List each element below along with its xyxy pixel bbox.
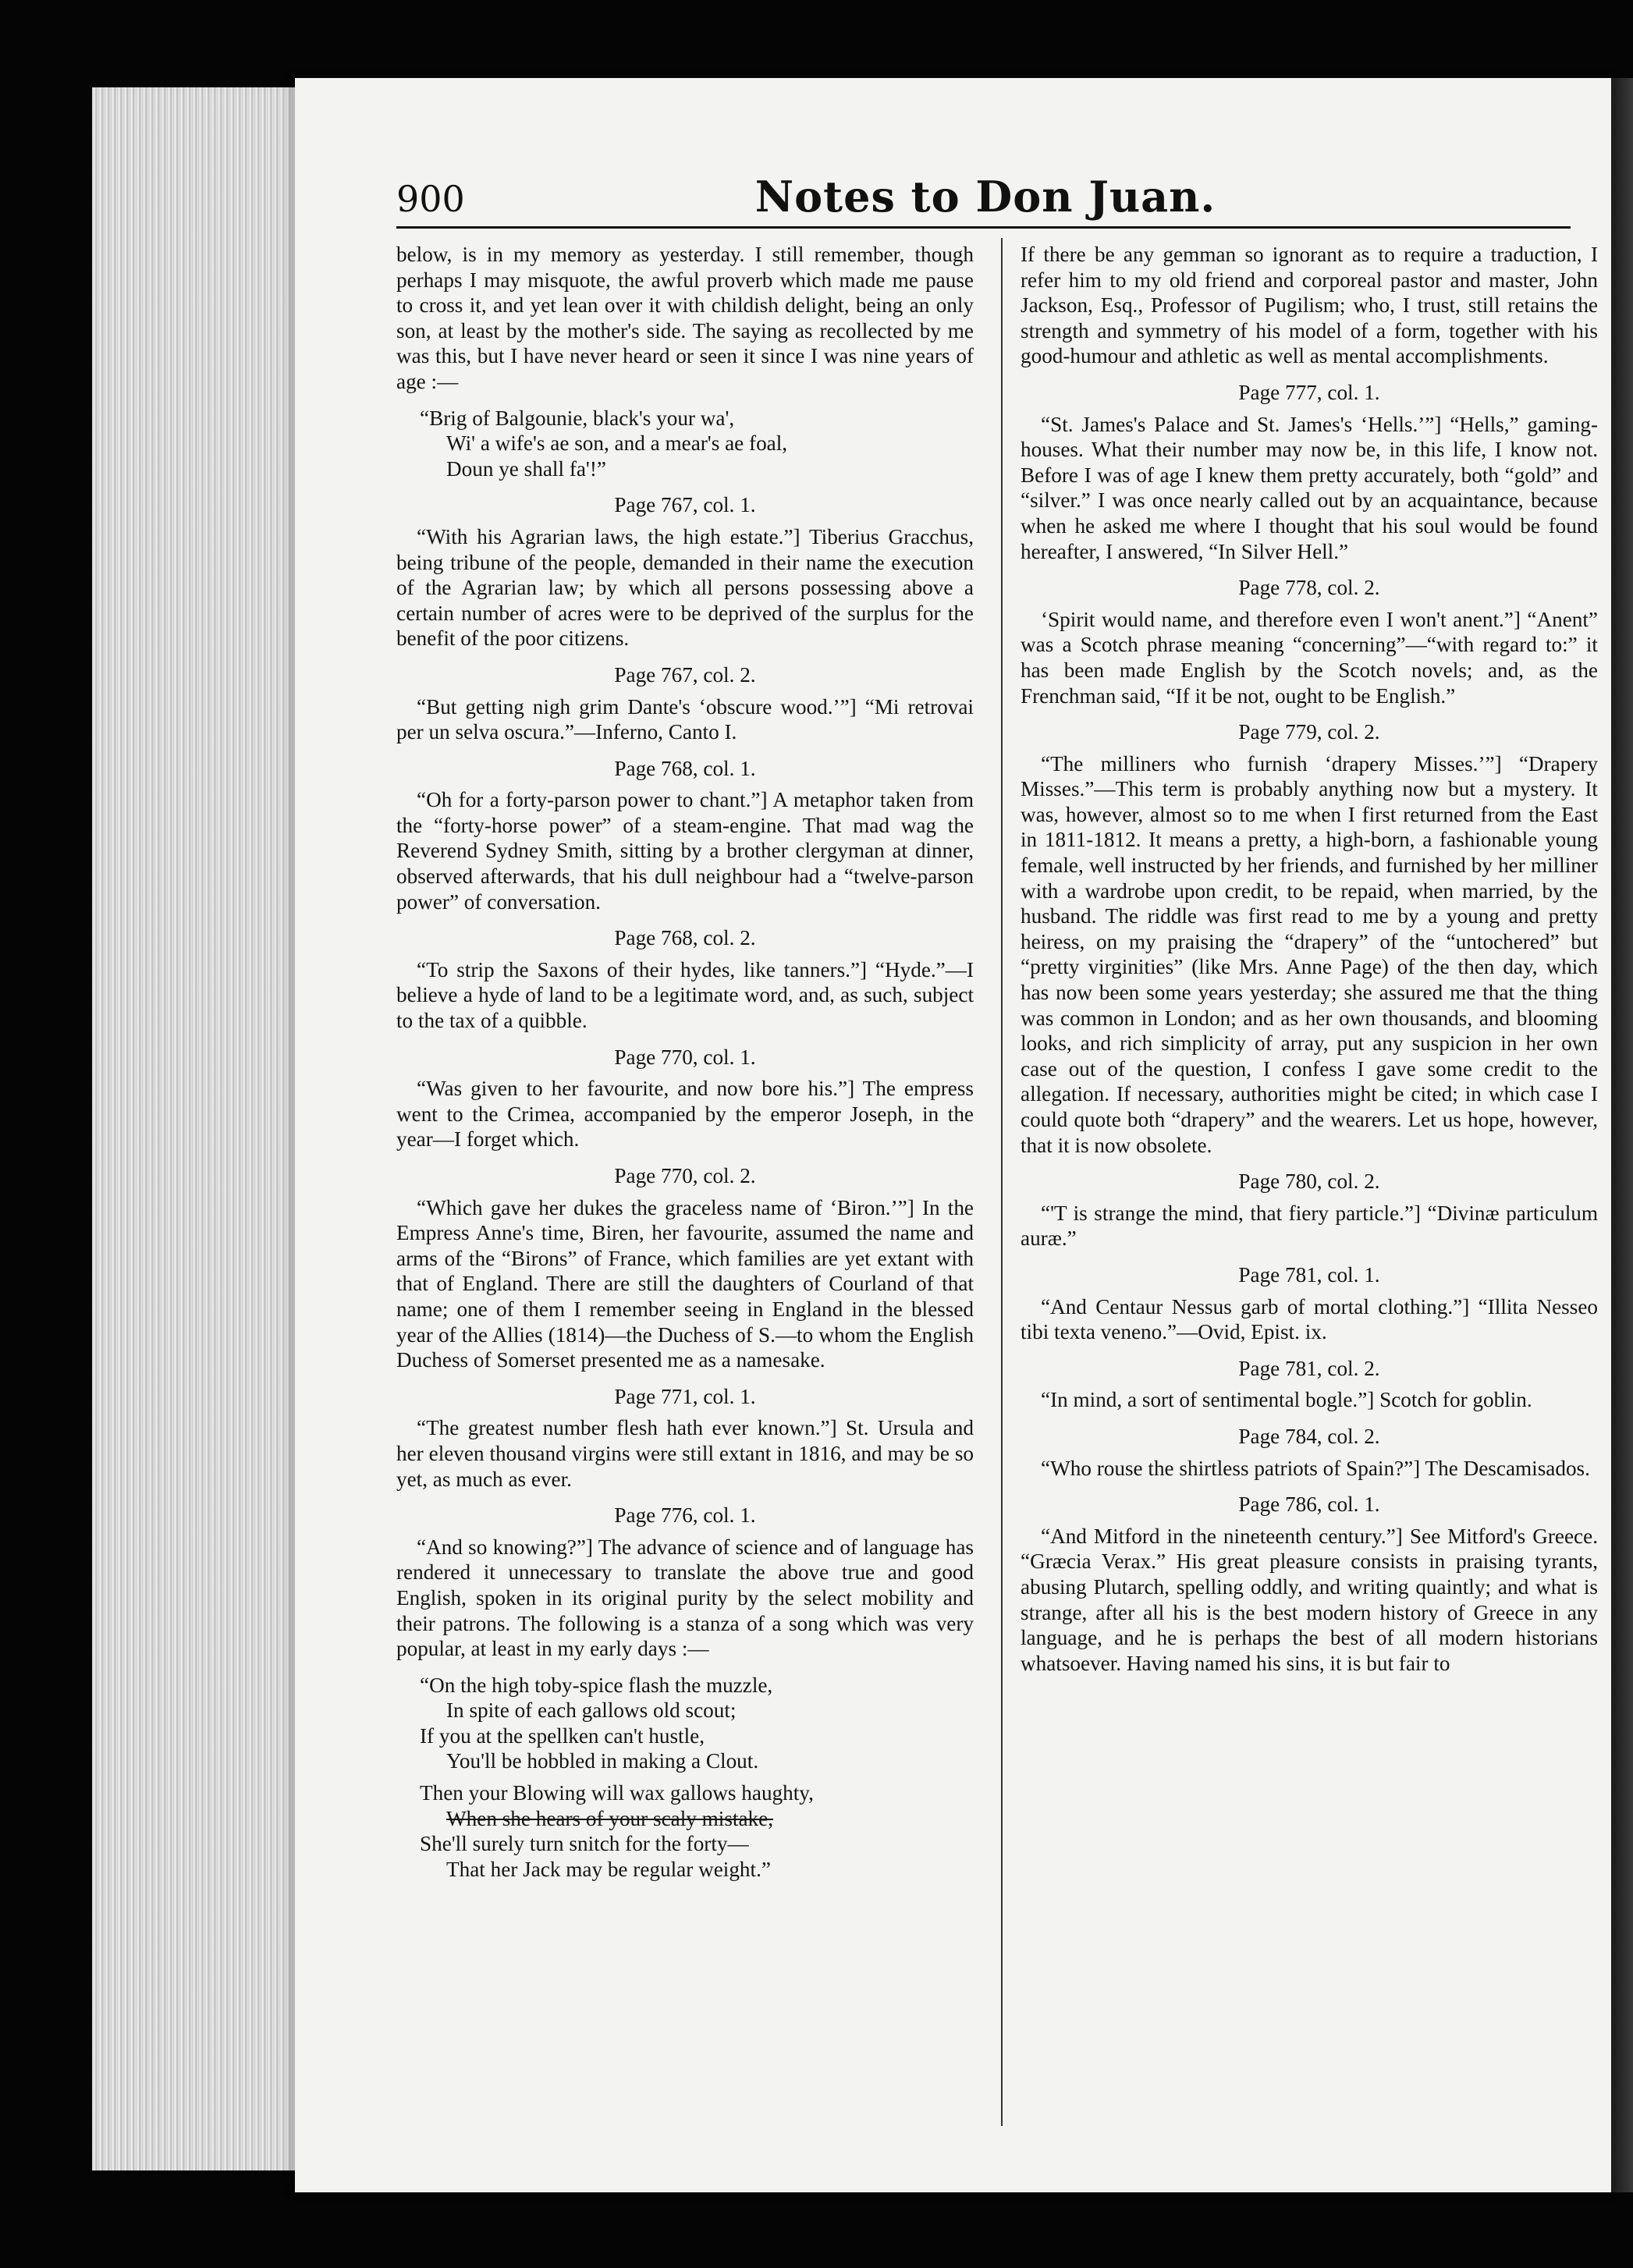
note-heading: Page 776, col. 1. (614, 1503, 756, 1528)
note-heading: Page 767, col. 1. (614, 493, 756, 517)
note-paragraph: If there be any gemman so ignorant as to require a traduction, I refer him to my old friend and corporeal pastor and master, John Jackson, Esq., Professor of Pugilism; who, I trust, still retains the strength and symmetry of his model of a form, together with his good-humour and athletic as well as mental accomplishments. (1021, 243, 1598, 368)
verse-block (420, 1673, 974, 1883)
verse-line: She'll surely turn snitch for the forty— (420, 1832, 749, 1856)
verse-block (420, 406, 974, 482)
verse-line: Doun ye shall fa'!” (446, 456, 606, 481)
note-heading: Page 778, col. 2. (1238, 576, 1380, 600)
note-heading: Page 771, col. 1. (614, 1384, 756, 1408)
note-paragraph: “To strip the Saxons of their hydes, like tanners.”] “Hyde.”—I believe a hyde of land to be a legitimate word, and, as such, subject to the tax of a quibble. (396, 957, 974, 1033)
note-paragraph: “With his Agrarian laws, the high estate.”] Tiberius Gracchus, being tribune of the people, demanded in their name the execution of the Agrarian law; by which all persons possessing above a certain number of acres were to be deprived of the surplus for the benefit of the poor citizens. (396, 524, 974, 651)
right-column (1021, 242, 1598, 1687)
note-heading: Page 768, col. 2. (614, 926, 756, 950)
note-paragraph: “St. James's Palace and St. James's ‘Hells.’”] “Hells,” gaming-houses. What their number may now be, in this life, I know not. Before I was of age I knew them pretty accurately, both “gold” and “silver.” I was once nearly called out by an acquaintance, because when he asked me where I thought that his soul would be found hereafter, I answered, “In Silver Hell.” (1021, 412, 1598, 563)
note-paragraph: “And Centaur Nessus garb of mortal clothing.”] “Illita Nesseo tibi texta veneno.”—Ovid, Epist. ix. (1021, 1294, 1598, 1344)
note-paragraph: below, is in my memory as yesterday. I still remember, though perhaps I may misquote, the awful proverb which made me pause to cross it, and yet lean over it with childish delight, being an only son, at least by the mother's side. The saying as recollected by me was this, but I have never heard or seen it since I was nine years of age :— (396, 243, 974, 393)
verse-line: When she hears of your scaly mistake, (446, 1806, 774, 1830)
scan-edge (1611, 78, 1633, 2192)
column-divider (1001, 238, 1003, 2126)
note-paragraph: “Was given to her favourite, and now bore his.”] The empress went to the Crimea, accompanied by the emperor Joseph, in the year—I forget which. (396, 1077, 974, 1152)
book-page (295, 78, 1621, 2192)
verse-line: “On the high toby-spice flash the muzzle, (420, 1673, 773, 1697)
verse-line: You'll be hobbled in making a Clout. (446, 1749, 759, 1773)
note-heading: Page 770, col. 1. (614, 1045, 756, 1069)
page-title: Notes to Don Juan. (754, 172, 1216, 222)
left-column (396, 242, 974, 1891)
note-heading: Page 768, col. 1. (614, 756, 756, 780)
note-paragraph: “The greatest number flesh hath ever known.”] St. Ursula and her eleven thousand virgins were still extant in 1816, and may be so yet, as much as ever. (396, 1416, 974, 1491)
note-paragraph: “Oh for a forty-parson power to chant.”] A metaphor taken from the “forty-horse power” of a steam-engine. That mad wag the Reverend Sydney Smith, sitting by a brother clergyman at dinner, observed afterwards, that his dull neighbour had a “twelve-parson power” of conversation. (396, 788, 974, 914)
note-paragraph: “In mind, a sort of sentimental bogle.”] Scotch for goblin. (1041, 1388, 1532, 1412)
page-edges (92, 87, 303, 2170)
note-paragraph: “And Mitford in the nineteenth century.”] See Mitford's Greece. “Græcia Verax.” His great pleasure consists in praising tyrants, abusing Plutarch, spelling oddly, and writing quaintly; and what is strange, after all his is the best modern history of Greece in any language, and he is perhaps the best of all modern historians whatsoever. Having named his sins, it is but fair to (1021, 1524, 1598, 1675)
running-header (396, 164, 1571, 229)
note-heading: Page 781, col. 2. (1238, 1356, 1380, 1380)
page-number: 900 (396, 178, 465, 220)
note-paragraph: “But getting nigh grim Dante's ‘obscure wood.’”] “Mi retrovai per un selva oscura.”—Inferno, Canto I. (396, 694, 974, 744)
note-heading: Page 784, col. 2. (1238, 1424, 1380, 1448)
verse-line: “Brig of Balgounie, black's your wa', (420, 406, 735, 430)
note-heading: Page 780, col. 2. (1238, 1169, 1380, 1194)
note-heading: Page 779, col. 2. (1238, 720, 1380, 744)
note-heading: Page 770, col. 2. (614, 1164, 756, 1187)
note-heading: Page 786, col. 1. (1238, 1492, 1380, 1517)
note-heading: Page 781, col. 1. (1238, 1262, 1380, 1287)
verse-line: That her Jack may be regular weight.” (446, 1857, 771, 1881)
note-paragraph: “And so knowing?”] The advance of science and of language has rendered it unnecessary to translate the above true and good English, spoken in its original purity by the select mobility and their patrons. The following is a stanza of a song which was very popular, at least in my early days :— (396, 1535, 974, 1661)
note-paragraph: “Who rouse the shirtless patriots of Spain?”] The Descamisados. (1041, 1456, 1590, 1480)
note-paragraph: “Which gave her dukes the graceless name of ‘Biron.’”] In the Empress Anne's time, Biren, her favourite, assumed the name and arms of the “Birons” of France, which families are yet extant with that of England. There are still the daughters of Courland of that name; one of them I remember seeing in England in the blessed year of the Allies (1814)—the Duchess of S.—to whom the English Duchess of Somerset presented me as a namesake. (396, 1195, 974, 1372)
verse-line: In spite of each gallows old scout; (446, 1698, 737, 1723)
note-heading: Page 767, col. 2. (614, 662, 756, 687)
note-paragraph: “The milliners who furnish ‘drapery Misses.’”] “Drapery Misses.”—This term is probably anything now but a mystery. It was, however, almost so to me when I first returned from the East in 1811-1812. It means a pretty, a high-born, a fashionable young female, well instructed by her friends, and furnished by her milliner with a wardrobe upon credit, to be repaid, when married, by the husband. The riddle was first read to me by a young and pretty heiress, on my praising the “drapery” of the “untochered” but “pretty virginities” (like Mrs. Anne Page) of the then day, which has now been some years yesterday; she assured me that the thing was common in London; and as her own thousands, and blooming looks, and rich simplicity of array, put any suspicion in her own case out of the question, I confess I gave some credit to the allegation. If necessary, authorities might be cited; in which case I could quote both “drapery” and the wearers. Let us hope, however, that it is now obsolete. (1021, 751, 1598, 1157)
note-paragraph: “'T is strange the mind, that fiery particle.”] “Divinæ particulum auræ.” (1021, 1201, 1598, 1251)
note-paragraph: ‘Spirit would name, and therefore even I won't anent.”] “Anent” was a Scotch phrase meaning “concerning”—“with regard to:” it has been made English by the Scotch novels; and, as the Frenchman said, “If it be not, ought to be English.” (1021, 607, 1598, 708)
note-heading: Page 777, col. 1. (1238, 380, 1380, 404)
verse-line: If you at the spellken can't hustle, (420, 1723, 705, 1748)
verse-line: Then your Blowing will wax gallows haughty, (420, 1781, 814, 1805)
verse-line: Wi' a wife's ae son, and a mear's ae foal, (446, 431, 788, 456)
